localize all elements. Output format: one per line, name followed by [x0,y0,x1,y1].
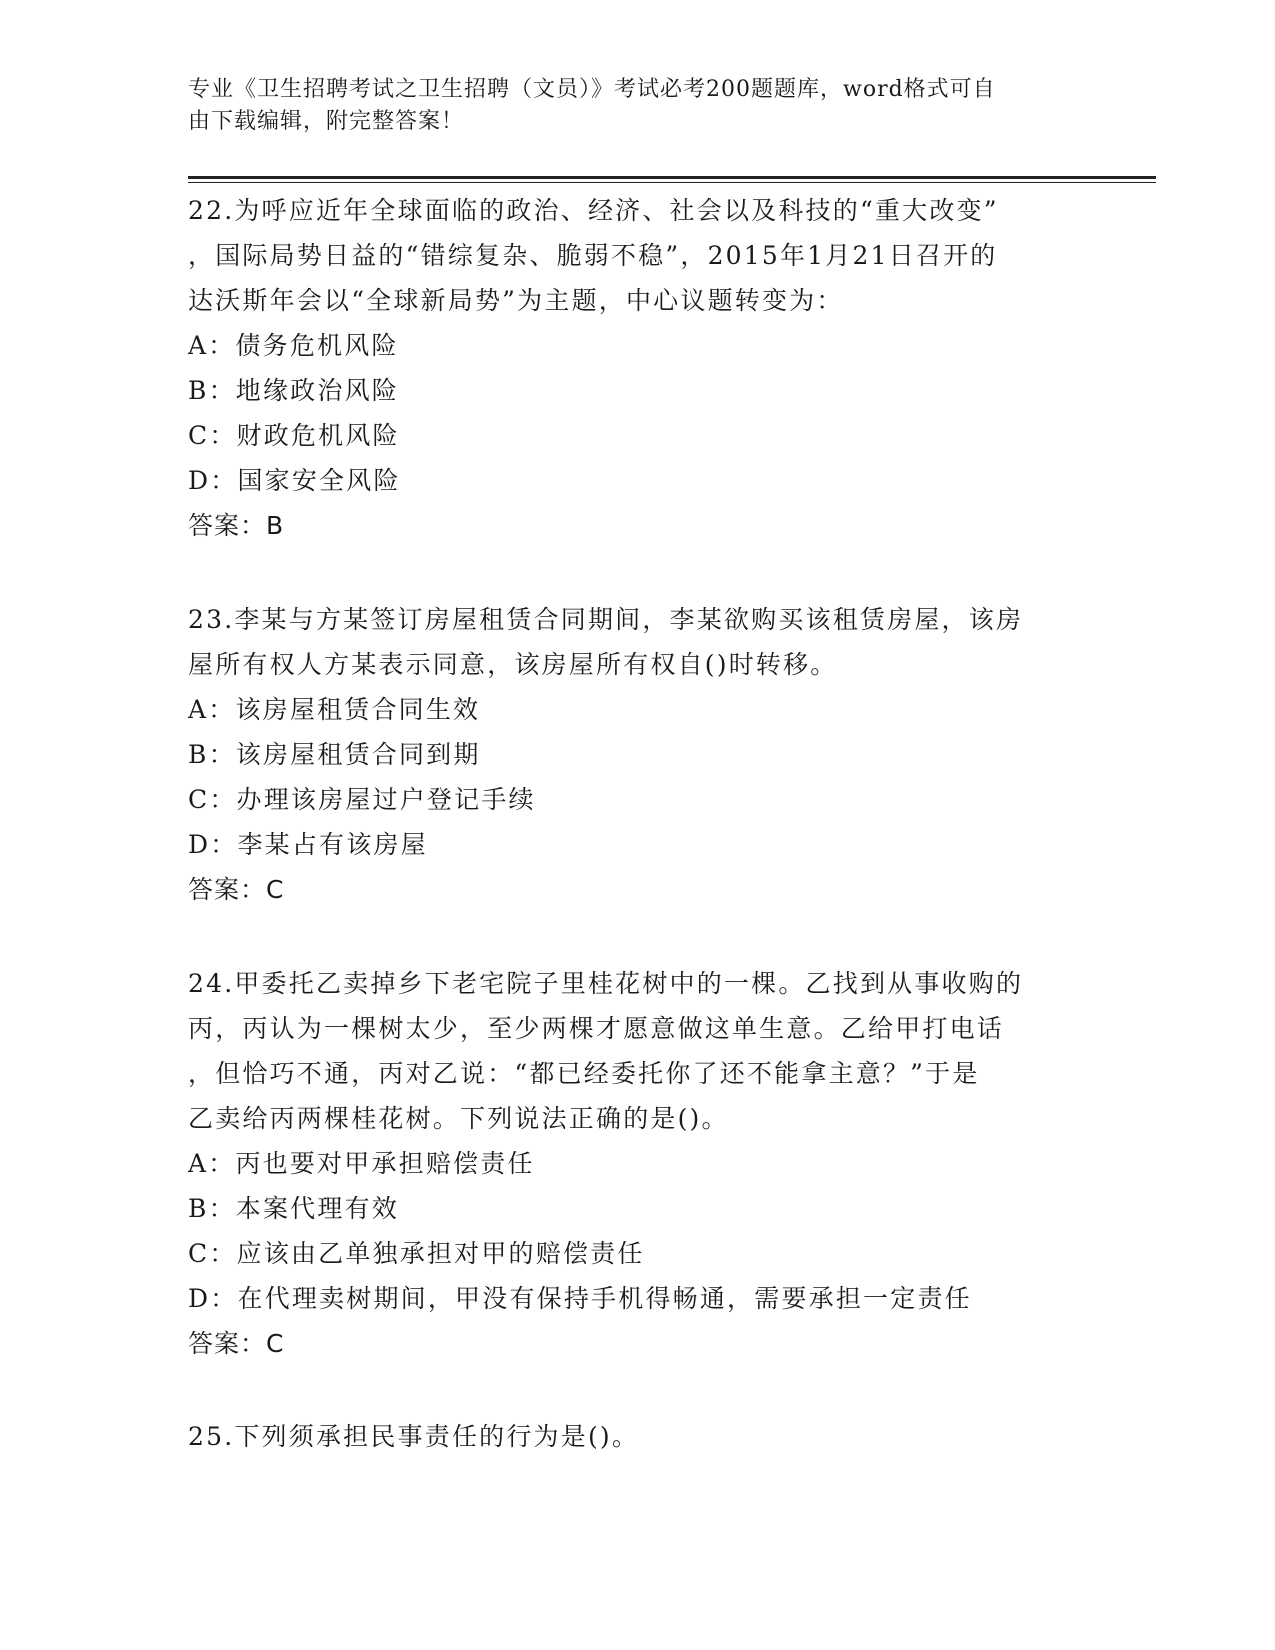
answer-line: 答案：C [188,875,285,904]
option-b: B：该房屋租赁合同到期 [188,740,481,769]
question-stem-line: 乙卖给丙两棵桂花树。下列说法正确的是()。 [188,1104,729,1133]
question-22 [188,188,1088,548]
header-divider-thin [188,182,1156,183]
option-d: D：李某占有该房屋 [188,830,428,859]
question-stem-line: 达沃斯年会以“全球新局势”为主题，中心议题转变为： [188,286,844,315]
question-stem-line: 屋所有权人方某表示同意，该房屋所有权自()时转移。 [188,650,838,679]
option-d: D：国家安全风险 [188,466,401,495]
option-a: A：债务危机风险 [188,331,399,360]
document-header [188,74,1068,138]
question-23 [188,597,1088,912]
option-b: B：本案代理有效 [188,1194,399,1223]
header-line-2: 由下载编辑，附完整答案！ [188,109,465,134]
question-stem-line: 丙，丙认为一棵树太少，至少两棵才愿意做这单生意。乙给甲打电话 [188,1014,1005,1043]
answer-line: 答案：B [188,511,285,540]
question-24 [188,961,1088,1366]
answer-line: 答案：C [188,1329,285,1358]
question-stem-line: 25.下列须承担民事责任的行为是()。 [188,1422,640,1451]
question-stem-line: 24.甲委托乙卖掉乡下老宅院子里桂花树中的一棵。乙找到从事收购的 [188,969,1024,998]
question-stem-line: 23.李某与方某签订房屋租赁合同期间，李某欲购买该租赁房屋，该房 [188,605,1024,634]
question-stem-line: ，但恰巧不通，丙对乙说：“都已经委托你了还不能拿主意？”于是 [188,1059,980,1088]
option-a: A：丙也要对甲承担赔偿责任 [188,1149,535,1178]
question-stem-line: 22.为呼应近年全球面临的政治、经济、社会以及科技的“重大改变” [188,196,999,225]
header-divider-thick [188,176,1156,179]
question-stem-line: ，国际局势日益的“错综复杂、脆弱不稳”，2015年1月21日召开的 [188,241,998,270]
option-d: D：在代理卖树期间，甲没有保持手机得畅通，需要承担一定责任 [188,1284,972,1313]
option-b: B：地缘政治风险 [188,376,399,405]
question-25 [188,1414,1088,1459]
option-a: A：该房屋租赁合同生效 [188,695,481,724]
header-line-1: 专业《卫生招聘考试之卫生招聘（文员）》考试必考200题题库，word格式可自 [188,77,996,102]
option-c: C：财政危机风险 [188,421,400,450]
option-c: C：办理该房屋过户登记手续 [188,785,536,814]
option-c: C：应该由乙单独承担对甲的赔偿责任 [188,1239,645,1268]
